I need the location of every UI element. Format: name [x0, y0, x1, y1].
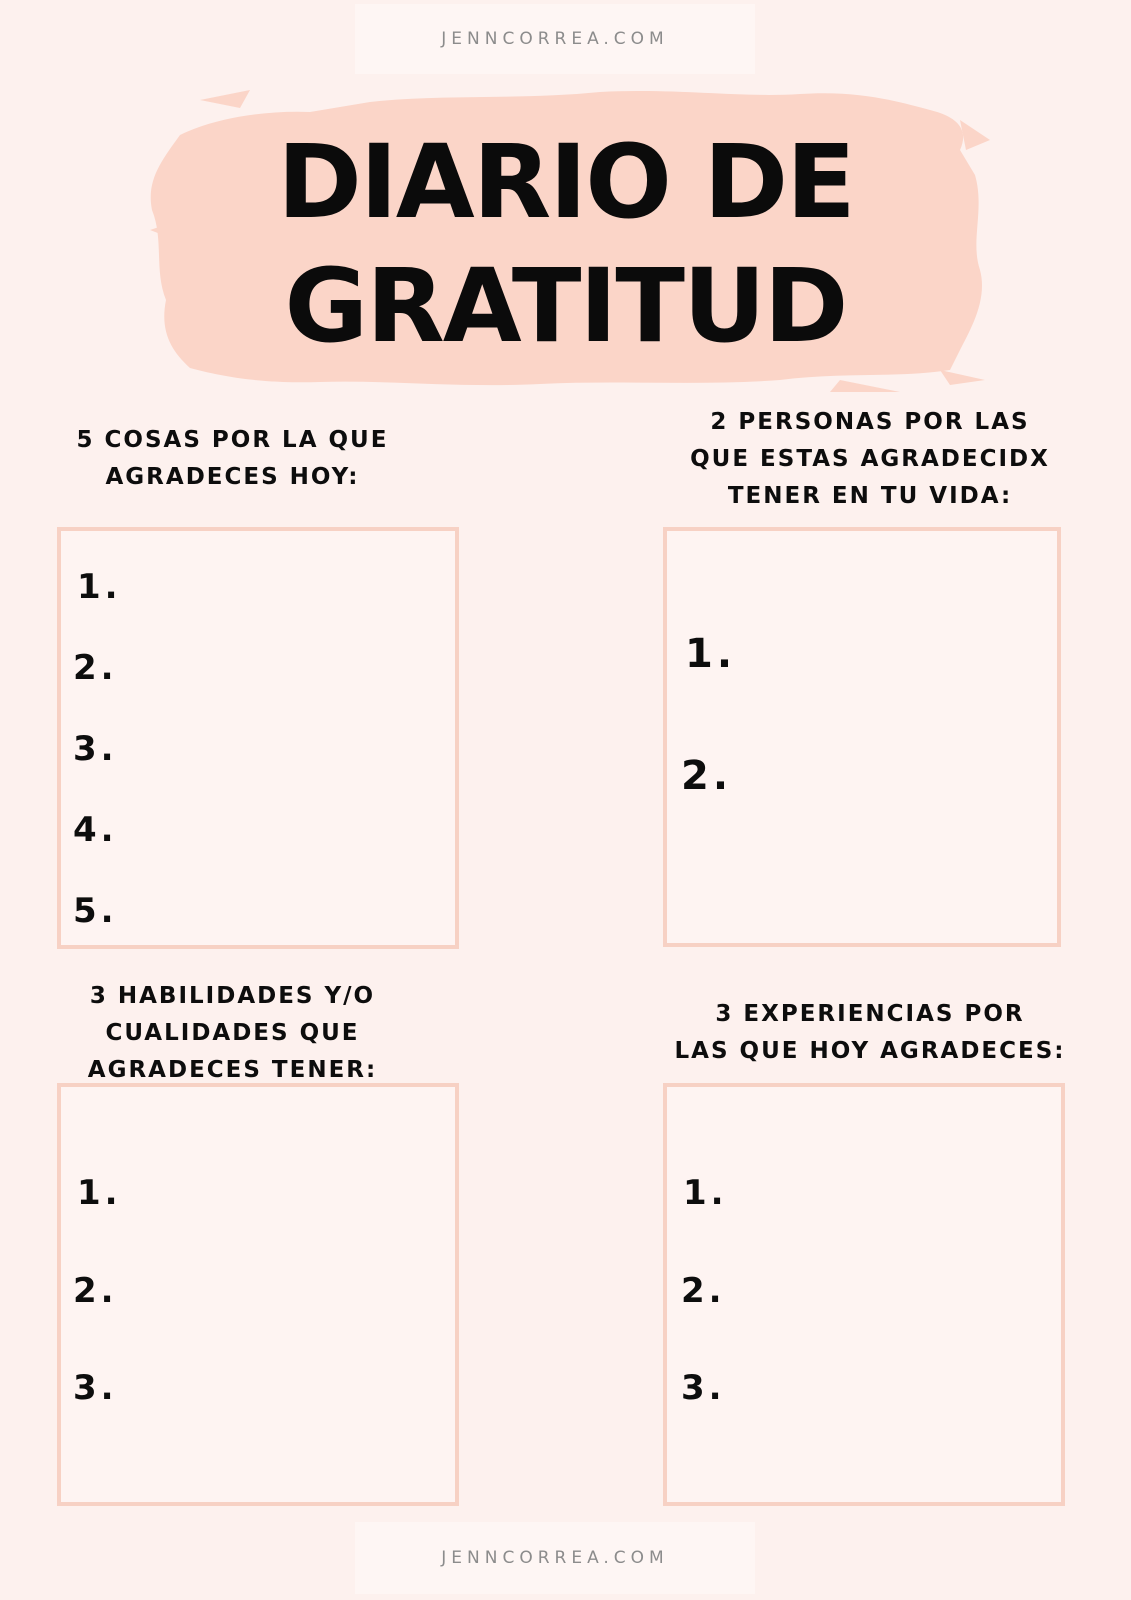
list-number: 2.	[73, 1271, 118, 1311]
site-label-top: JENNCORREA.COM	[355, 4, 755, 74]
heading-line: CUALIDADES QUE	[105, 1020, 360, 1046]
heading-line: 2 PERSONAS POR LAS	[710, 409, 1030, 435]
site-label-bottom: JENNCORREA.COM	[355, 1522, 755, 1594]
list-number: 2.	[73, 648, 118, 688]
section-heading-personas	[660, 404, 1080, 515]
list-number: 1.	[77, 567, 122, 607]
list-number: 1.	[77, 1173, 122, 1213]
list-number: 1.	[683, 1173, 728, 1213]
writing-box-experiencias[interactable]	[663, 1083, 1065, 1506]
writing-box-habilidades[interactable]	[57, 1083, 459, 1506]
writing-box-cosas[interactable]	[57, 527, 459, 949]
page-title-line-2: GRATITUD	[284, 247, 847, 366]
list-number: 2.	[681, 753, 733, 799]
page-title-line-1: DIARIO DE	[277, 123, 854, 242]
list-number: 3.	[73, 729, 118, 769]
list-number: 1.	[685, 631, 737, 677]
heading-line: 3 HABILIDADES Y/O	[89, 983, 376, 1009]
writing-box-personas[interactable]	[663, 527, 1061, 947]
list-number: 3.	[681, 1368, 726, 1408]
heading-line: AGRADECES TENER:	[87, 1057, 378, 1083]
section-heading-cosas	[60, 422, 405, 496]
section-heading-experiencias	[660, 996, 1080, 1070]
heading-line: LAS QUE HOY AGRADECES:	[674, 1038, 1066, 1064]
list-number: 5.	[73, 891, 118, 931]
section-heading-habilidades	[60, 978, 405, 1089]
list-number: 4.	[73, 810, 118, 850]
heading-line: TENER EN TU VIDA:	[727, 483, 1013, 509]
heading-line: AGRADECES HOY:	[105, 464, 360, 490]
list-number: 3.	[73, 1368, 118, 1408]
heading-line: 5 COSAS POR LA QUE	[76, 427, 389, 453]
heading-line: 3 EXPERIENCIAS POR	[715, 1001, 1025, 1027]
list-number: 2.	[681, 1271, 726, 1311]
heading-line: QUE ESTAS AGRADECIDX	[690, 446, 1050, 472]
